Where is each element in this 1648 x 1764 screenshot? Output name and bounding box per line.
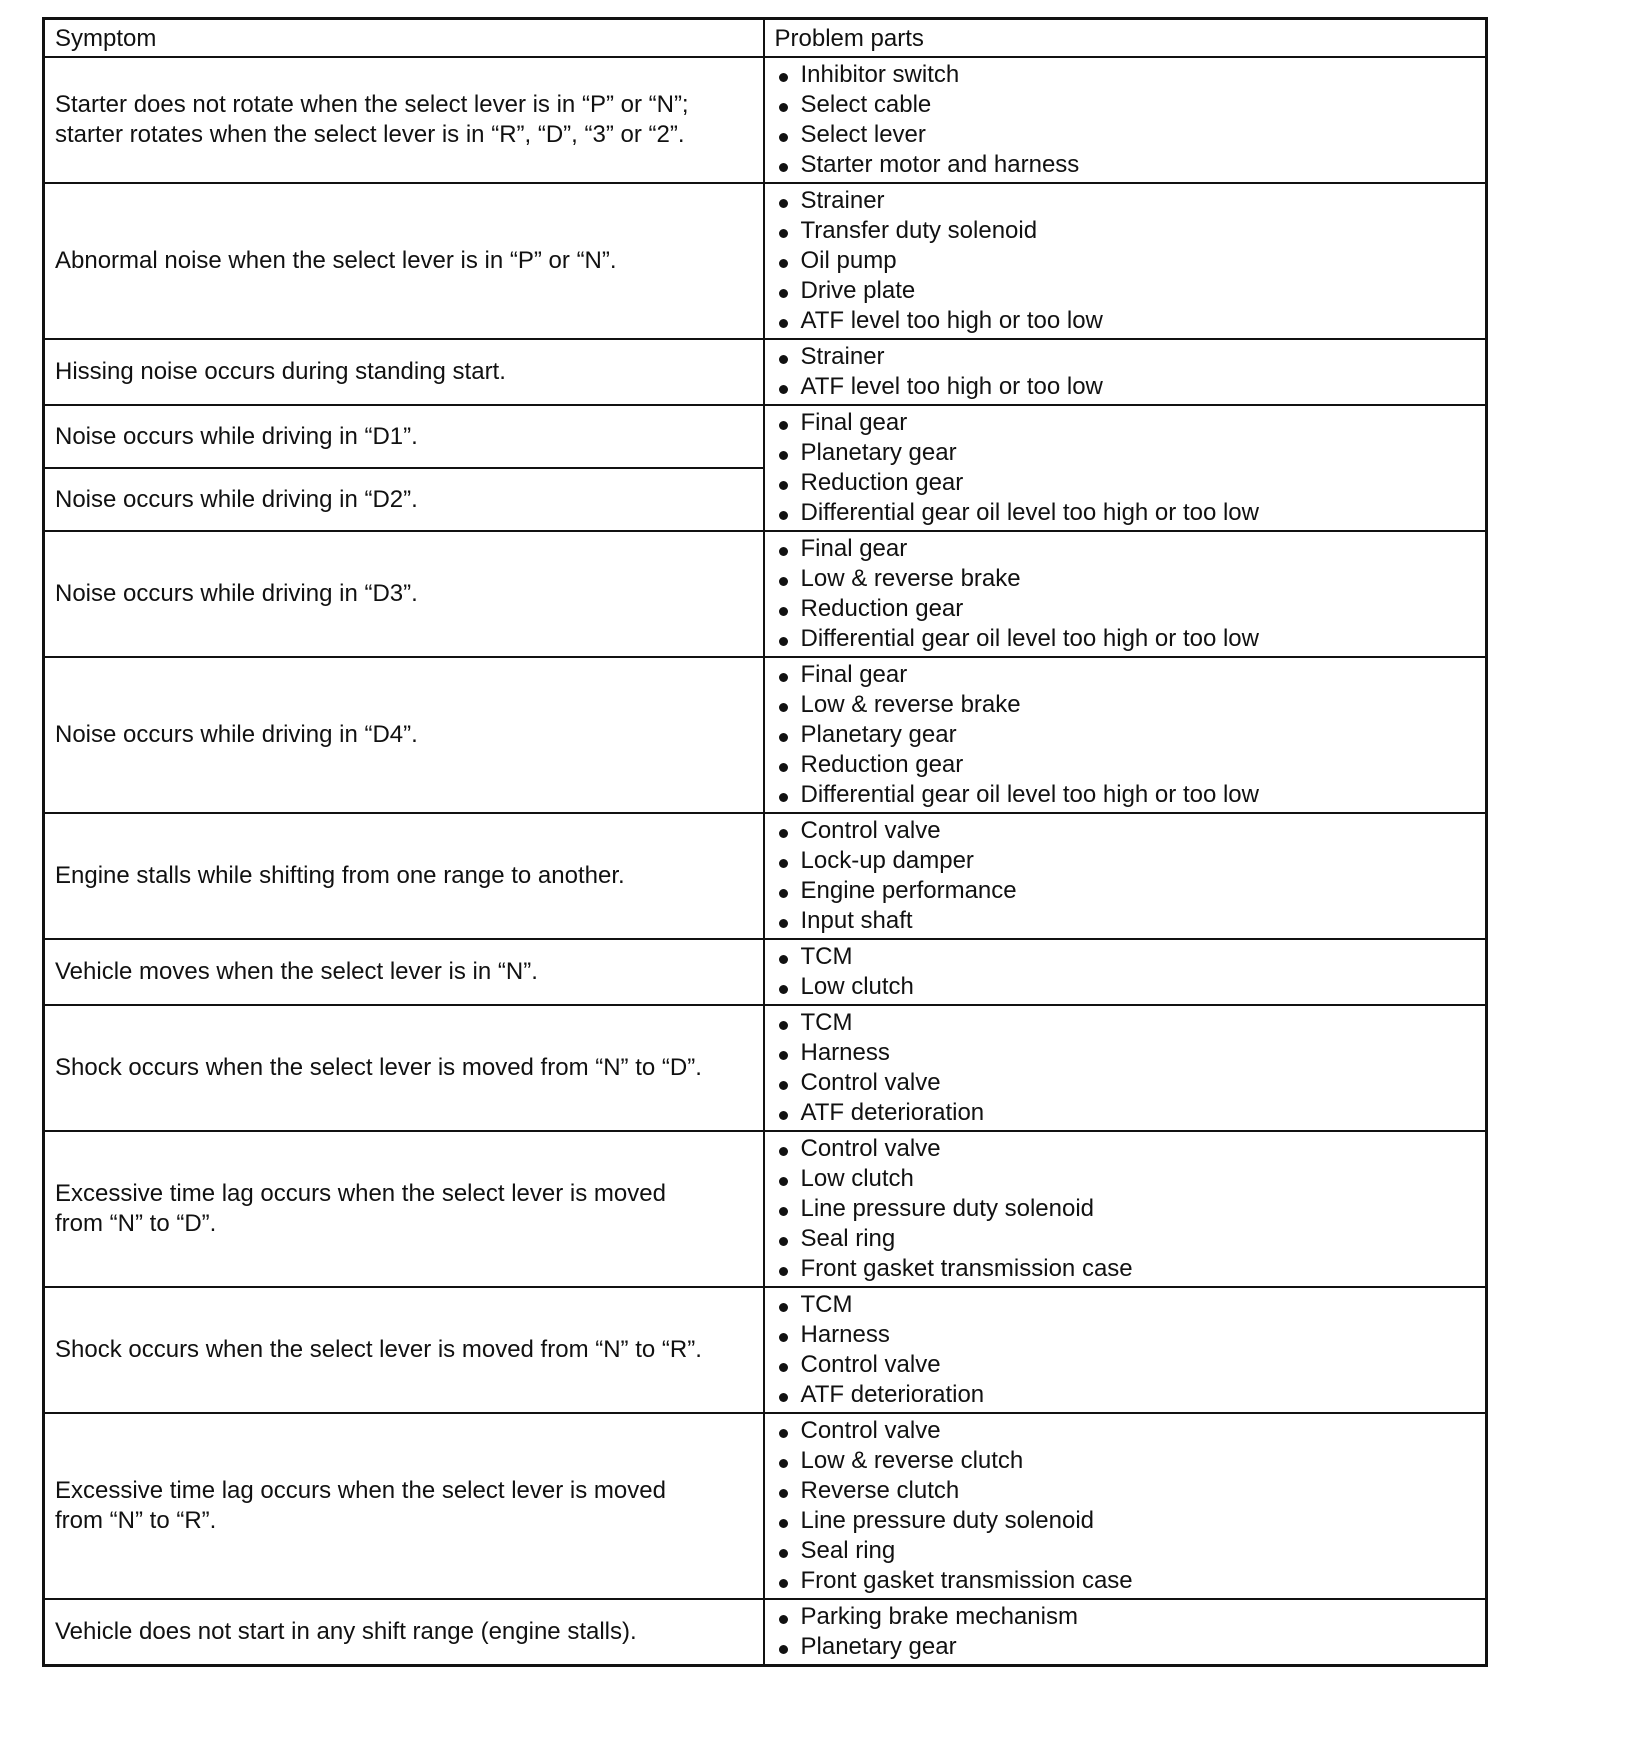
table-row — [44, 531, 1487, 657]
part-item: Strainer — [775, 186, 1476, 216]
part-item: ATF level too high or too low — [775, 306, 1476, 336]
parts-cell — [764, 531, 1487, 657]
symptom-cell — [44, 531, 764, 657]
part-item: Reverse clutch — [775, 1476, 1476, 1506]
table-row — [44, 1287, 1487, 1413]
part-item: Low & reverse clutch — [775, 1446, 1476, 1476]
parts-list — [775, 186, 1476, 336]
symptom-text: Vehicle does not start in any shift range (engine stalls). — [55, 1618, 637, 1645]
part-item: Select cable — [775, 90, 1476, 120]
symptom-text: Excessive time lag occurs when the select lever is moved — [55, 1477, 666, 1504]
parts-list — [775, 1290, 1476, 1410]
part-item: TCM — [775, 942, 1476, 972]
symptom-cell — [44, 657, 764, 813]
part-item: Planetary gear — [775, 720, 1476, 750]
part-item: Differential gear oil level too high or too low — [775, 498, 1476, 528]
diagnosis-table — [42, 17, 1488, 1667]
symptom-cell — [44, 1287, 764, 1413]
parts-list — [775, 1134, 1476, 1284]
table-row — [44, 939, 1487, 1005]
symptom-text: Noise occurs while driving in “D3”. — [55, 580, 418, 607]
table-row — [44, 813, 1487, 939]
part-item: Transfer duty solenoid — [775, 216, 1476, 246]
part-item: Reduction gear — [775, 468, 1476, 498]
part-item: Control valve — [775, 1416, 1476, 1446]
part-item: Harness — [775, 1038, 1476, 1068]
table-row — [44, 1131, 1487, 1287]
part-item: ATF level too high or too low — [775, 372, 1476, 402]
parts-cell — [764, 1005, 1487, 1131]
symptom-text: starter rotates when the select lever is in “R”, “D”, “3” or “2”. — [55, 121, 685, 148]
parts-cell — [764, 405, 1487, 531]
part-item: Differential gear oil level too high or too low — [775, 624, 1476, 654]
part-item: Inhibitor switch — [775, 60, 1476, 90]
parts-list — [775, 942, 1476, 1002]
part-item: Select lever — [775, 120, 1476, 150]
symptom-cell — [44, 1599, 764, 1666]
header-symptom: Symptom — [44, 19, 764, 58]
part-item: Drive plate — [775, 276, 1476, 306]
part-item: Low & reverse brake — [775, 564, 1476, 594]
parts-list — [775, 60, 1476, 180]
part-item: Harness — [775, 1320, 1476, 1350]
part-item: Final gear — [775, 660, 1476, 690]
part-item: Control valve — [775, 816, 1476, 846]
symptom-text: Shock occurs when the select lever is moved from “N” to “D”. — [55, 1054, 702, 1081]
symptom-text: from “N” to “R”. — [55, 1507, 217, 1534]
part-item: TCM — [775, 1290, 1476, 1320]
symptom-text: Vehicle moves when the select lever is in “N”. — [55, 958, 538, 985]
part-item: Input shaft — [775, 906, 1476, 936]
part-item: Planetary gear — [775, 438, 1476, 468]
symptom-cell — [44, 183, 764, 339]
table-row — [44, 1005, 1487, 1131]
part-item: Seal ring — [775, 1224, 1476, 1254]
parts-cell — [764, 339, 1487, 405]
parts-cell — [764, 1413, 1487, 1599]
parts-cell — [764, 939, 1487, 1005]
part-item: Control valve — [775, 1068, 1476, 1098]
part-item: Front gasket transmission case — [775, 1254, 1476, 1284]
parts-cell — [764, 183, 1487, 339]
part-item: Low clutch — [775, 1164, 1476, 1194]
symptom-text: Shock occurs when the select lever is moved from “N” to “R”. — [55, 1336, 702, 1363]
parts-list — [775, 1416, 1476, 1596]
parts-cell — [764, 57, 1487, 183]
parts-cell — [764, 813, 1487, 939]
part-item: Reduction gear — [775, 750, 1476, 780]
table-row — [44, 405, 1487, 468]
part-item: Low & reverse brake — [775, 690, 1476, 720]
part-item: Line pressure duty solenoid — [775, 1194, 1476, 1224]
part-item: Final gear — [775, 534, 1476, 564]
part-item: Final gear — [775, 408, 1476, 438]
part-item: Front gasket transmission case — [775, 1566, 1476, 1596]
part-item: Low clutch — [775, 972, 1476, 1002]
symptom-cell — [44, 1005, 764, 1131]
part-item: Parking brake mechanism — [775, 1602, 1476, 1632]
parts-cell — [764, 1131, 1487, 1287]
parts-list — [775, 534, 1476, 654]
symptom-text: Noise occurs while driving in “D4”. — [55, 721, 418, 748]
table-row — [44, 183, 1487, 339]
symptom-text: Abnormal noise when the select lever is in “P” or “N”. — [55, 247, 617, 274]
symptom-text: Excessive time lag occurs when the select lever is moved — [55, 1180, 666, 1207]
part-item: Control valve — [775, 1350, 1476, 1380]
part-item: Reduction gear — [775, 594, 1476, 624]
symptom-text: Hissing noise occurs during standing start. — [55, 358, 506, 385]
parts-cell — [764, 1599, 1487, 1666]
symptom-cell — [44, 57, 764, 183]
part-item: Differential gear oil level too high or too low — [775, 780, 1476, 810]
parts-cell — [764, 1287, 1487, 1413]
symptom-cell — [44, 1413, 764, 1599]
table-row — [44, 1413, 1487, 1599]
part-item: Starter motor and harness — [775, 150, 1476, 180]
parts-list — [775, 408, 1476, 528]
part-item: Planetary gear — [775, 1632, 1476, 1662]
part-item: ATF deterioration — [775, 1380, 1476, 1410]
symptom-text: Noise occurs while driving in “D1”. — [55, 422, 418, 450]
symptom-cell — [44, 813, 764, 939]
table-row — [44, 657, 1487, 813]
part-item: Engine performance — [775, 876, 1476, 906]
part-item: TCM — [775, 1008, 1476, 1038]
part-item: Control valve — [775, 1134, 1476, 1164]
parts-list — [775, 816, 1476, 936]
symptom-cell — [44, 468, 764, 531]
symptom-text: Starter does not rotate when the select lever is in “P” or “N”; — [55, 91, 689, 118]
header-problem-parts: Problem parts — [764, 19, 1487, 58]
symptom-cell — [44, 405, 764, 468]
parts-cell — [764, 657, 1487, 813]
parts-list — [775, 1008, 1476, 1128]
part-item: Oil pump — [775, 246, 1476, 276]
part-item: Seal ring — [775, 1536, 1476, 1566]
symptom-cell — [44, 939, 764, 1005]
symptom-text: Noise occurs while driving in “D2”. — [55, 485, 418, 513]
table-row — [44, 57, 1487, 183]
symptom-text: from “N” to “D”. — [55, 1210, 217, 1237]
parts-list — [775, 1602, 1476, 1662]
table-row — [44, 339, 1487, 405]
parts-list — [775, 342, 1476, 402]
parts-list — [775, 660, 1476, 810]
part-item: Lock-up damper — [775, 846, 1476, 876]
symptom-cell — [44, 339, 764, 405]
document-page — [42, 17, 1485, 1667]
part-item: Strainer — [775, 342, 1476, 372]
table-header-row — [44, 19, 1487, 58]
part-item: Line pressure duty solenoid — [775, 1506, 1476, 1536]
table-row — [44, 1599, 1487, 1666]
symptom-cell — [44, 1131, 764, 1287]
symptom-text: Engine stalls while shifting from one range to another. — [55, 862, 625, 889]
part-item: ATF deterioration — [775, 1098, 1476, 1128]
